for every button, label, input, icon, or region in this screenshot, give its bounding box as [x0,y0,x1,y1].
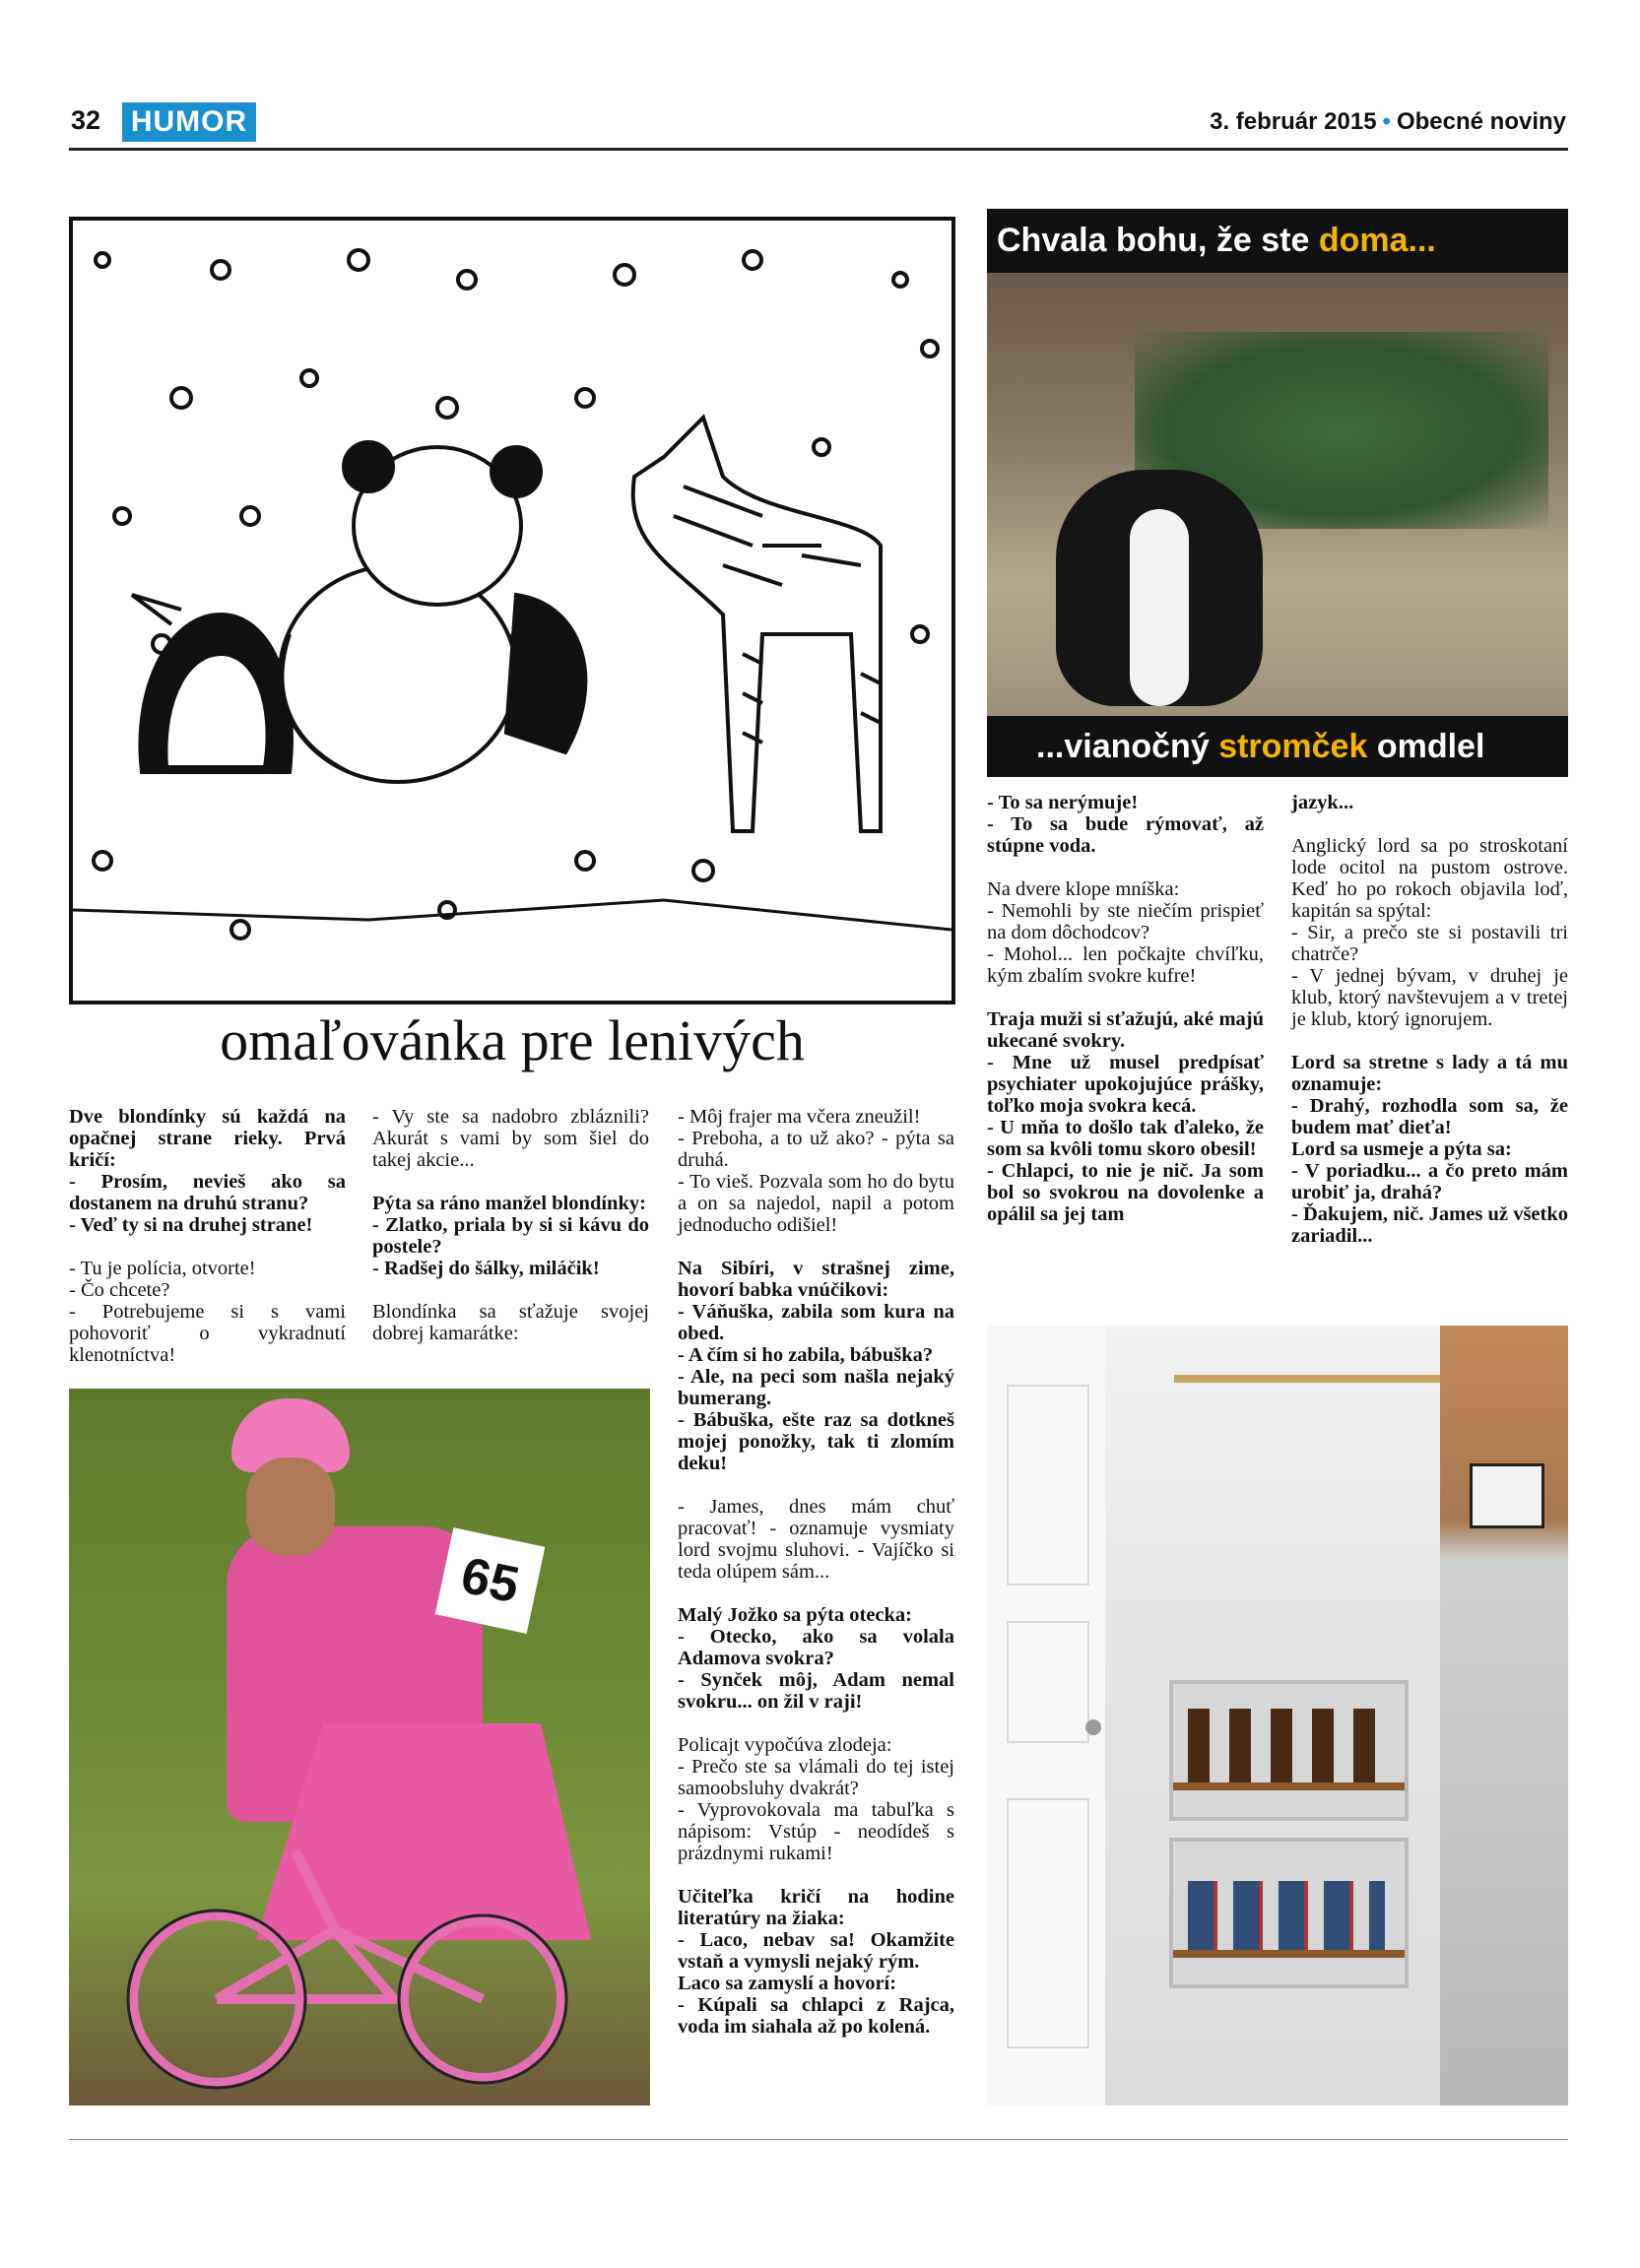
joke-lord-island [1291,835,1568,1030]
column-4 [987,792,1264,1247]
rider-face [246,1458,335,1556]
joke-line: - Veď ty si na druhej strane! [69,1214,313,1236]
joke-line: - Čo chcete? [69,1279,170,1301]
photo-top-caption [987,209,1568,273]
issue-date: 3. február 2015 [1210,108,1377,135]
joke-thief [678,1734,954,1864]
joke-police-end [372,1106,649,1171]
joke-line: - A čím si ho zabila, bábuška? [678,1344,934,1366]
zebra-figure [633,418,881,831]
joke-line: - Zlatko, priala by si si kávu do postele? [372,1214,649,1258]
joke-police [69,1258,346,1366]
joke-james-egg [678,1496,954,1583]
joke-line: - Prečo ste sa vlámali do tej istej samoobsluhy dvakrát? [678,1756,954,1799]
joke-siberia [678,1258,954,1474]
snow-fridge-photo [987,1326,1568,2106]
door-panel [1007,1385,1089,1586]
joke-line: - Sir, a prečo ste si postavili tri chatrče? [1291,922,1568,965]
joke-line: - Vyprovokovala ma tabuľka s nápisom: Vstúp - neodídeš s prázdnymi rukami! [678,1799,954,1864]
caption-top-part: Chvala bohu, že ste [997,222,1319,259]
header-rule [69,148,1568,151]
joke-line: Lord sa usmeje a pýta sa: [1291,1138,1512,1160]
joke-blonde-friend [372,1301,649,1344]
joke-line: Na dvere klope mníška: [987,878,1180,900]
joke-line: Policajt vypočúva zlodeja: [678,1734,892,1756]
joke-line: jazyk... [1291,792,1354,813]
shelf-board [1173,1782,1405,1790]
joke-line: - Môj frajer ma včera zneužil! [678,1106,921,1128]
joke-line: - Ale, na peci som našla nejaký bumerang. [678,1366,954,1409]
door-panel [1007,1621,1089,1743]
column-2 [372,1106,649,1366]
joke-line: - Preboha, a to už ako? - pýta sa druhá. [678,1128,954,1171]
joke-line: - To vieš. Pozvala som ho do bytu a on sa najedol, napil a potom jednoducho odišiel! [678,1171,954,1236]
joke-boyfriend [678,1106,954,1236]
joke-line: - V poriadku... a čo preto mám urobiť ja, drahá? [1291,1160,1568,1203]
pink-cyclist-photo [69,1389,650,2106]
joke-line: Malý Jožko sa pýta otecka: [678,1604,913,1626]
wooden-railing [1174,1375,1440,1442]
cartoon-drawing [73,221,951,1001]
joke-line: - Potrebujeme si s vami pohovoriť o vykradnutí klenotníctva! [69,1301,346,1366]
joke-rhyme [678,1886,954,2038]
joke-line: Traja muži si sťažujú, aké majú ukecané svokry. [987,1008,1264,1052]
photo-bottom-caption [987,716,1568,777]
joke-line: - Váňuška, zabila som kura na obed. [678,1301,954,1344]
joke-line: Na Sibíri, v strašnej zime, hovorí babka vnúčikovi: [678,1258,954,1301]
coloring-cartoon [69,217,955,1004]
joke-three-men [987,1008,1264,1225]
joke-line: - Tu je polícia, otvorte! [69,1258,256,1279]
joke-line: - Prosím, nevieš ako sa dostanem na druhú stranu? [69,1171,346,1214]
caption-bottom-highlight: stromček [1218,728,1368,765]
publication-name: Obecné noviny [1396,108,1566,135]
joke-line: - Mohol... len počkajte chvíľku, kým zbalím svokre kufre! [987,943,1264,987]
joke-line: Blondínka sa sťažuje svojej dobrej kamarátke: [372,1301,649,1344]
joke-blondes-river [69,1106,346,1236]
cartoon-caption: omaľovánka pre lenivých [220,1008,805,1072]
joke-line: Dve blondínky sú každá na opačnej strane rieky. Prvá kričí: [69,1106,346,1171]
page-number: 32 [71,105,101,135]
garage-wall [1440,1326,1568,2106]
column-3 [678,1106,954,2059]
panda-figure [280,442,585,782]
joke-line: - Laco, nebav sa! Okamžite vstaň a vymysli nejaký rým. [678,1929,954,1973]
joke-coffee [372,1193,649,1279]
section-label: HUMOR [122,102,256,142]
caption-bottom-end: omdlel [1367,728,1485,765]
joke-line: Lord sa stretne s lady a tá mu oznamuje: [1291,1052,1568,1095]
column-1 [69,1106,346,1388]
bullet-separator: • [1382,108,1391,135]
dog-white-blaze [1130,509,1189,706]
race-number-bib: 65 [435,1527,546,1634]
joke-line: - Radšej do šálky, miláčik! [372,1258,600,1279]
caption-top-highlight: doma... [1318,222,1436,259]
photo-scene [987,273,1568,716]
joke-line: - Ďakujem, nič. James už všetko zariadil... [1291,1203,1568,1247]
dateline [1210,108,1566,136]
dog-figure [1056,470,1263,706]
penguin-figure [132,595,292,772]
joke-line: - V jednej bývam, v druhej je klub, ktorý navštevujem a v tretej je klub, ktorý ignorujem. [1291,965,1568,1030]
joke-line: Učiteľka kričí na hodine literatúry na žiaka: [678,1886,954,1929]
joke-line: - Drahý, rozhodla som sa, že budem mať dieťa! [1291,1095,1568,1138]
column-5 [1291,792,1568,1268]
joke-line: Laco sa zamyslí a hovorí: [678,1973,897,1994]
joke-line: - Kúpali sa chlapci z Rajca, voda im siahala až po kolená. [678,1994,954,2038]
joke-line: - Bábuška, ešte raz sa dotkneš mojej ponožky, tak ti zlomím deku! [678,1409,954,1474]
joke-line: - Vy ste sa nadobro zbláznili? Akurát s vami by som šiel do takej akcie... [372,1106,649,1171]
open-door [987,1326,1107,2106]
door-knob [1085,1719,1101,1735]
joke-lord-lady [1291,1052,1568,1247]
joke-line: - Nemohli by ste niečím prispieť na dom dôchodcov? [987,900,1264,943]
joke-rhyme-end [987,792,1264,857]
pink-bicycle [69,1782,650,2106]
door-panel [1007,1798,1089,2048]
christmas-dog-photo [987,209,1568,777]
joke-line: - To sa nerýmuje! [987,792,1139,813]
beer-bottles [1188,1709,1385,1782]
lower-snow-shelf [1169,1838,1409,1988]
joke-line: - To sa bude rýmovať, až stúpne voda. [987,813,1264,857]
joke-line: Anglický lord sa po stroskotaní lode ocitol na pustom ostrove. Keď ho po rokoch objavila loď, kapitán sa spýtal: [1291,835,1568,922]
caption-bottom-part: ...vianočný [1036,728,1219,765]
joke-nun [987,878,1264,987]
upper-snow-shelf [1169,1680,1409,1821]
light-switch-plate [1470,1463,1544,1528]
footer-rule [69,2139,1568,2140]
joke-line: - James, dnes mám chuť pracovať! - oznamuje vysmiaty lord svojmu sluhovi. - Vajíčko si teda olúpem sám... [678,1496,954,1583]
joke-line: - U mňa to došlo tak ďaleko, že som sa kvôli tomu skoro obesil! [987,1117,1264,1160]
joke-line: - Otecko, ako sa volala Adamova svokra? [678,1626,954,1669]
cans-and-bottles [1188,1881,1385,1950]
joke-line: - Mne už musel predpísať psychiater upokojujúce prášky, toľko moja svokra kecá. [987,1052,1264,1117]
shelf-board [1173,1950,1405,1958]
joke-adam [678,1604,954,1713]
joke-line: - Chlapci, to nie je nič. Ja som bol so svokrou na dovolenke a opálil sa jej tam [987,1160,1264,1225]
joke-line: - Synček môj, Adam nemal svokru... on žil v raji! [678,1669,954,1713]
joke-line: Pýta sa ráno manžel blondínky: [372,1193,646,1214]
joke-three-men-end [1291,792,1568,813]
